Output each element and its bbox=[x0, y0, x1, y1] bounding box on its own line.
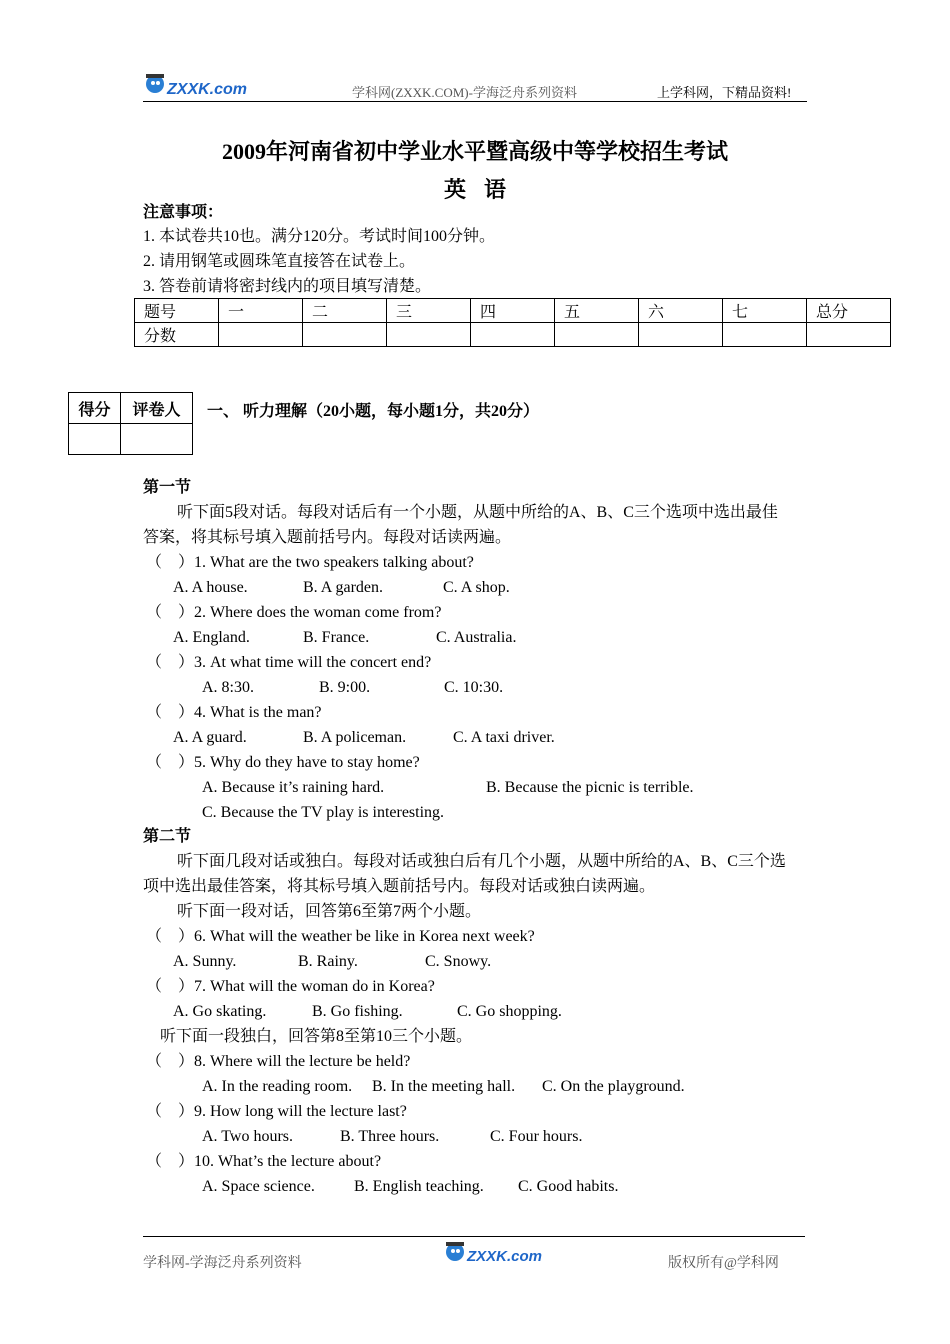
option-b: B. Because the picnic is terrible. bbox=[486, 779, 694, 796]
question-8: （ ）8. Where will the lecture be held? bbox=[146, 1053, 411, 1070]
option-a: A. Because it’s raining hard. bbox=[202, 779, 385, 796]
grader-box bbox=[68, 392, 193, 455]
svg-text:ZXXK.com: ZXXK.com bbox=[467, 1248, 543, 1265]
option-b: B. 9:00. bbox=[319, 679, 371, 696]
score-table-header-cell: 二 bbox=[303, 299, 387, 323]
question-4: （ ）4. What is the man? bbox=[146, 704, 322, 721]
question-5: （ ）5. Why do they have to stay home? bbox=[146, 754, 420, 771]
question-10: （ ）10. What’s the lecture about? bbox=[146, 1153, 382, 1170]
option-b: B. Go fishing. bbox=[312, 1003, 403, 1020]
question-7: （ ）7. What will the woman do in Korea? bbox=[146, 978, 435, 995]
footer-left-text: 学科网-学海泛舟系列资料 bbox=[143, 1256, 302, 1271]
option-b: B. A policeman. bbox=[303, 729, 407, 746]
grader-name-cell[interactable] bbox=[121, 424, 193, 455]
option-b: B. In the meeting hall. bbox=[372, 1078, 516, 1095]
instruction-text: 答案，将其标号填入题前括号内。每段对话读两遍。 bbox=[143, 529, 512, 546]
option-c: C. Good habits. bbox=[518, 1178, 619, 1195]
score-row-label: 分数 bbox=[135, 323, 219, 347]
zxxk-logo bbox=[143, 70, 253, 102]
score-cell[interactable] bbox=[387, 323, 471, 347]
question-6: （ ）6. What will the weather be like in Korea next week? bbox=[146, 928, 535, 945]
part-heading: 第二节 bbox=[143, 828, 192, 845]
instruction-text: 听下面几段对话或独白。每段对话或独白后有几个小题，从题中所给的A、B、C三个选 bbox=[177, 853, 786, 870]
exam-subject: 英语 bbox=[443, 177, 524, 202]
score-cell[interactable] bbox=[807, 323, 891, 347]
score-table bbox=[134, 298, 891, 347]
option-c: C. A shop. bbox=[443, 579, 510, 596]
option-c: C. Australia. bbox=[436, 629, 517, 646]
score-table-header-cell: 五 bbox=[555, 299, 639, 323]
option-b: B. A garden. bbox=[303, 579, 383, 596]
question-3: （ ）3. At what time will the concert end? bbox=[146, 654, 432, 671]
score-cell[interactable] bbox=[219, 323, 303, 347]
score-cell[interactable] bbox=[723, 323, 807, 347]
score-table-header-cell: 三 bbox=[387, 299, 471, 323]
option-c: C. Four hours. bbox=[490, 1128, 583, 1145]
option-b: B. Rainy. bbox=[298, 953, 358, 970]
question-9: （ ）9. How long will the lecture last? bbox=[146, 1103, 407, 1120]
score-table-header-cell: 总分 bbox=[807, 299, 891, 323]
option-a: A. Two hours. bbox=[202, 1128, 294, 1145]
option-c: C. Snowy. bbox=[425, 953, 492, 970]
notes-item: 1. 本试卷共10也。满分120分。考试时间100分钟。 bbox=[143, 228, 496, 245]
option-a: A. A house. bbox=[173, 579, 248, 596]
notes-item: 3. 答卷前请将密封线内的项目填写清楚。 bbox=[143, 278, 432, 295]
grader-name-label: 评卷人 bbox=[121, 393, 193, 424]
option-c: C. On the playground. bbox=[542, 1078, 685, 1095]
score-table-score-row bbox=[135, 323, 891, 347]
option-a: A. A guard. bbox=[173, 729, 247, 746]
listening-intro: 听下面一段对话，回答第6至第7两个小题。 bbox=[177, 903, 482, 920]
instruction-text: 听下面5段对话。每段对话后有一个小题，从题中所给的A、B、C三个选项中选出最佳 bbox=[177, 504, 778, 521]
score-cell[interactable] bbox=[639, 323, 723, 347]
option-c: C. Because the TV play is interesting. bbox=[202, 804, 445, 821]
grader-score-label: 得分 bbox=[69, 393, 121, 424]
section-title: 一、 听力理解（20小题，每小题1分，共20分） bbox=[207, 403, 540, 420]
zxxk-logo bbox=[443, 1238, 551, 1268]
header-right-text: 上学科网，下精品资料! bbox=[657, 85, 792, 100]
score-table-header-cell: 一 bbox=[219, 299, 303, 323]
option-c: C. 10:30. bbox=[444, 679, 504, 696]
exam-title: 2009年河南省初中学业水平暨高级中等学校招生考试 bbox=[221, 139, 728, 164]
score-table-header-cell: 题号 bbox=[135, 299, 219, 323]
grader-score-cell[interactable] bbox=[69, 424, 121, 455]
score-cell[interactable] bbox=[555, 323, 639, 347]
notes-heading: 注意事项： bbox=[143, 204, 224, 221]
footer-right-text: 版权所有@学科网 bbox=[668, 1256, 779, 1271]
option-a: A. Space science. bbox=[202, 1178, 315, 1195]
header-center-text: 学科网(ZXXK.COM)-学海泛舟系列资料 bbox=[352, 85, 577, 100]
header-divider bbox=[143, 101, 807, 102]
score-table-header-row bbox=[135, 299, 891, 323]
option-c: C. A taxi driver. bbox=[453, 729, 555, 746]
question-2: （ ）2. Where does the woman come from? bbox=[146, 604, 442, 621]
option-b: B. Three hours. bbox=[340, 1128, 440, 1145]
svg-text:ZXXK.com: ZXXK.com bbox=[167, 81, 248, 98]
instruction-text: 项中选出最佳答案，将其标号填入题前括号内。每段对话或独白读两遍。 bbox=[143, 878, 656, 895]
score-table-header-cell: 七 bbox=[723, 299, 807, 323]
question-1: （ ）1. What are the two speakers talking about? bbox=[146, 554, 474, 571]
score-table-header-cell: 六 bbox=[639, 299, 723, 323]
option-c: C. Go shopping. bbox=[457, 1003, 562, 1020]
part-heading: 第一节 bbox=[143, 479, 192, 496]
option-b: B. English teaching. bbox=[354, 1178, 484, 1195]
score-cell[interactable] bbox=[471, 323, 555, 347]
option-a: A. Sunny. bbox=[173, 953, 237, 970]
option-b: B. France. bbox=[303, 629, 370, 646]
score-cell[interactable] bbox=[303, 323, 387, 347]
option-a: A. England. bbox=[173, 629, 250, 646]
score-table-header-cell: 四 bbox=[471, 299, 555, 323]
option-a: A. 8:30. bbox=[202, 679, 254, 696]
option-a: A. Go skating. bbox=[173, 1003, 267, 1020]
option-a: A. In the reading room. bbox=[202, 1078, 353, 1095]
notes-item: 2. 请用钢笔或圆珠笔直接答在试卷上。 bbox=[143, 253, 416, 270]
footer-divider bbox=[143, 1236, 805, 1237]
listening-intro: 听下面一段独白，回答第8至第10三个小题。 bbox=[160, 1028, 473, 1045]
